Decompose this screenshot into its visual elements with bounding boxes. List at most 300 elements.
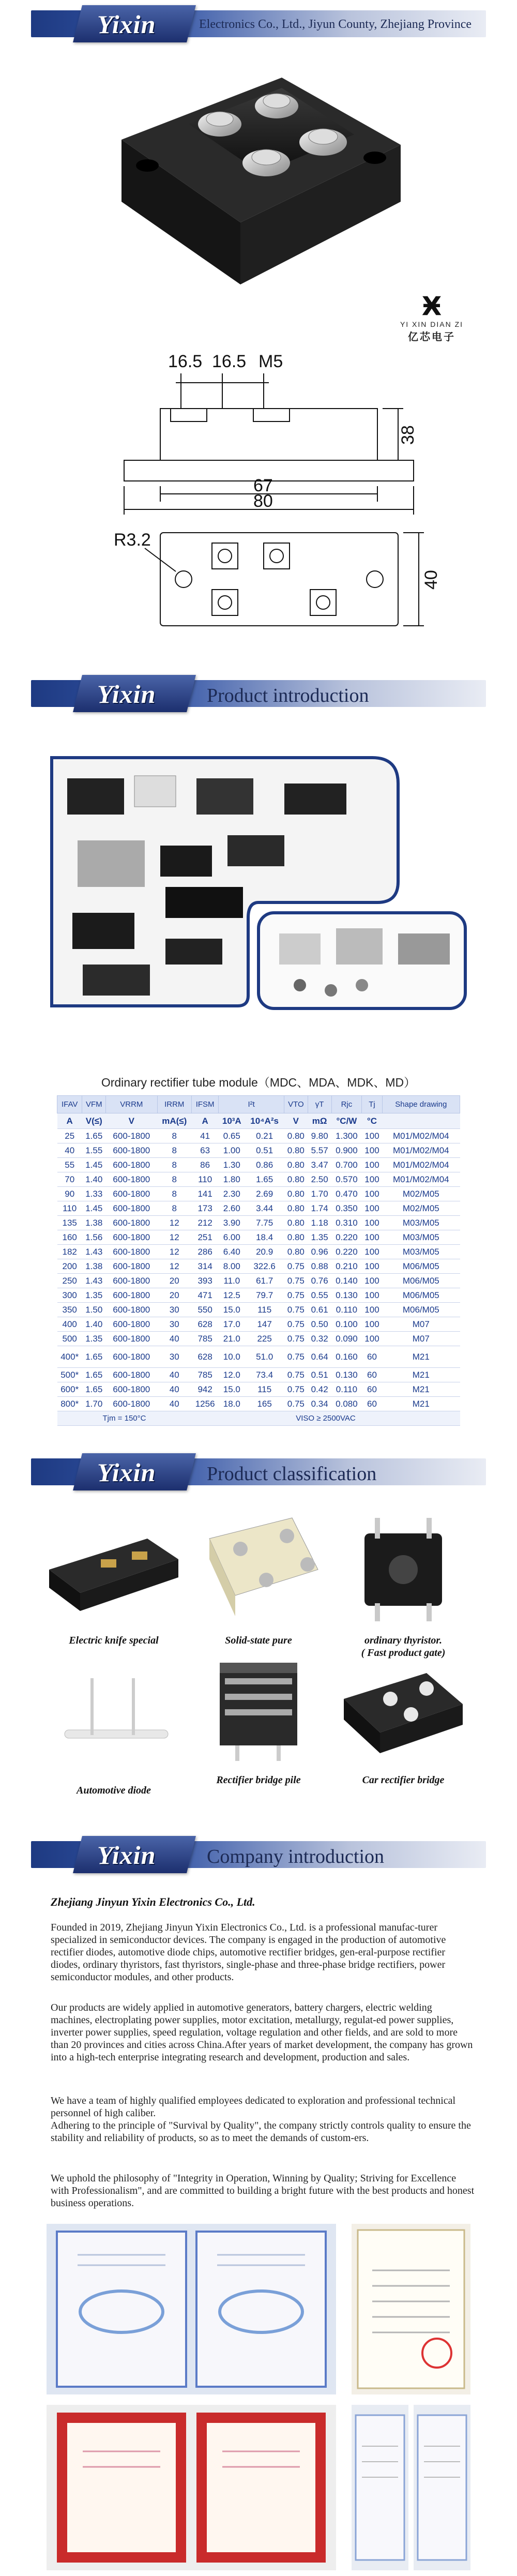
- class-item-rectifier-bridge-pile: [189, 1647, 328, 1786]
- spec-cell: 25: [57, 1129, 82, 1143]
- spec-table-footer: [57, 1411, 460, 1426]
- spec-cell: 20: [157, 1274, 191, 1288]
- spec-unit-cell: A: [191, 1113, 218, 1129]
- spec-cell: 0.76: [308, 1274, 331, 1288]
- spec-cell: M06/M05: [382, 1288, 460, 1303]
- product-photo: [189, 1508, 328, 1626]
- spec-cell: 400: [57, 1317, 82, 1332]
- spec-cell: 60: [362, 1346, 382, 1368]
- spec-cell: 212: [191, 1216, 218, 1230]
- spec-cell: 0.75: [284, 1332, 308, 1346]
- spec-cell: 0.80: [284, 1216, 308, 1230]
- spec-cell: M01/M02/M04: [382, 1143, 460, 1158]
- spec-cell: 70: [57, 1172, 82, 1187]
- section-title: Product introduction: [207, 685, 369, 706]
- spec-cell: 40: [57, 1143, 82, 1158]
- company-paragraph-4: We uphold the philosophy of "Integrity in Operation, Winning by Quality; Striving for Excellence with Professionalism", and are committed to building a bright future with the best products and honest business operations.: [51, 2173, 475, 2209]
- class-label: Car rectifier bridge: [362, 1774, 445, 1786]
- spec-cell: 1.00: [219, 1143, 245, 1158]
- spec-cell: 1.35: [82, 1332, 106, 1346]
- spec-cell: 100: [362, 1129, 382, 1143]
- spec-cell: 393: [191, 1274, 218, 1288]
- spec-cell: 314: [191, 1259, 218, 1274]
- spec-cell: 600-1800: [106, 1288, 157, 1303]
- spec-cell: 40: [157, 1368, 191, 1382]
- spec-cell: 0.900: [331, 1143, 362, 1158]
- spec-cell: 1.18: [308, 1216, 331, 1230]
- spec-table-row: [57, 1259, 460, 1274]
- spec-cell: 0.080: [331, 1397, 362, 1411]
- spec-header-cell: IRRM: [157, 1096, 191, 1113]
- spec-table-row: [57, 1172, 460, 1187]
- spec-cell: 600*: [57, 1382, 82, 1397]
- spec-cell: 20: [157, 1288, 191, 1303]
- company-paragraph-2: Our products are widely applied in automotive generators, battery chargers, electric welding machines, electroplating power supplies, motor excitation, metallurgy, regulat-ed power supplies, inverter power supplies, speed regulation, voltage regulation and other fields, and are sold to more than 20 provinces and cities across China.After years of market development, the company has grown into a high-tech enterprise integrating research and development, production and sales.: [51, 2002, 473, 2063]
- spec-cell: 30: [157, 1346, 191, 1368]
- product-photo: [333, 1647, 473, 1766]
- spec-cell: 12: [157, 1230, 191, 1245]
- spec-header-cell: I²t: [219, 1096, 284, 1113]
- spec-cell: 8: [157, 1187, 191, 1201]
- spec-table-row: [57, 1382, 460, 1397]
- spec-cell: 40: [157, 1382, 191, 1397]
- class-label: Electric knife special: [69, 1635, 159, 1646]
- side-view-drawing: [93, 347, 465, 517]
- spec-cell: 17.0: [219, 1317, 245, 1332]
- certificate-photo-2: [352, 2224, 470, 2394]
- spec-cell: 1.45: [82, 1158, 106, 1172]
- spec-cell: 0.75: [284, 1274, 308, 1288]
- class-item-car-rectifier-bridge: [333, 1647, 473, 1786]
- spec-header-cell: Tj: [362, 1096, 382, 1113]
- spec-cell: 0.110: [331, 1382, 362, 1397]
- spec-cell: M21: [382, 1346, 460, 1368]
- spec-cell: M06/M05: [382, 1274, 460, 1288]
- spec-cell: 8: [157, 1129, 191, 1143]
- spec-cell: 173: [191, 1201, 218, 1216]
- class-item-thyristor: [333, 1508, 473, 1659]
- spec-cell: 11.0: [219, 1274, 245, 1288]
- spec-cell: 8: [157, 1172, 191, 1187]
- spec-cell: 200: [57, 1259, 82, 1274]
- spec-cell: 0.75: [284, 1288, 308, 1303]
- spec-cell: 86: [191, 1158, 218, 1172]
- spec-cell: 79.7: [245, 1288, 284, 1303]
- spec-cell: 1.33: [82, 1187, 106, 1201]
- spec-cell: 1.45: [82, 1201, 106, 1216]
- section-title: Company introduction: [207, 1846, 385, 1867]
- spec-cell: 785: [191, 1368, 218, 1382]
- brand-logo: Yixin: [97, 680, 156, 709]
- spec-cell: 600-1800: [106, 1346, 157, 1368]
- spec-cell: 0.130: [331, 1368, 362, 1382]
- dim-inner-length: 67: [253, 476, 273, 495]
- company-line: Electronics Co., Ltd., Jiyun County, Zhejiang Province: [199, 18, 472, 31]
- spec-cell: 1.300: [331, 1129, 362, 1143]
- brand-logo: Yixin: [97, 1841, 156, 1870]
- spec-cell: 0.80: [284, 1245, 308, 1259]
- spec-cell: 100: [362, 1332, 382, 1346]
- spec-cell: 18.0: [219, 1397, 245, 1411]
- spec-cell: 0.140: [331, 1274, 362, 1288]
- spec-cell: 182: [57, 1245, 82, 1259]
- spec-table-body: [57, 1129, 460, 1426]
- spec-unit-cell: °C/W: [331, 1113, 362, 1129]
- spec-cell: 0.88: [308, 1259, 331, 1274]
- spec-cell: 0.51: [308, 1368, 331, 1382]
- spec-cell: 9.80: [308, 1129, 331, 1143]
- spec-cell: 942: [191, 1382, 218, 1397]
- spec-cell: 0.80: [284, 1158, 308, 1172]
- spec-table-row: [57, 1274, 460, 1288]
- module-photo: [111, 47, 406, 290]
- product-photo: [333, 1508, 473, 1626]
- dim-d1: 16.5: [168, 352, 203, 371]
- spec-cell: 12.5: [219, 1288, 245, 1303]
- spec-cell: 40: [157, 1332, 191, 1346]
- spec-cell: M02/M05: [382, 1187, 460, 1201]
- spec-cell: 21.0: [219, 1332, 245, 1346]
- spec-cell: 0.220: [331, 1230, 362, 1245]
- spec-cell: 0.51: [245, 1143, 284, 1158]
- spec-unit-cell: V: [106, 1113, 157, 1129]
- spec-cell: 2.50: [308, 1172, 331, 1187]
- spec-cell: 600-1800: [106, 1317, 157, 1332]
- spec-header-cell: VTO: [284, 1096, 308, 1113]
- spec-cell: 600-1800: [106, 1201, 157, 1216]
- company-paragraph-1: Founded in 2019, Zhejiang Jinyun Yixin Electronics Co., Ltd. is a professional manufac-turer specialized in semiconductor devices. The company is engaged in the production of automotive rectifier diodes, automotive diode chips, automotive rectifier bridges, gen-eral-purpose rectifier diodes, ordinary thyristors, fast thyristors, single-phase and three-phase bridge rectifiers, power semiconductor modules, and other products.: [51, 1922, 446, 1983]
- spec-cell: 628: [191, 1346, 218, 1368]
- spec-cell: M06/M05: [382, 1259, 460, 1274]
- class-item-electric-knife: [44, 1508, 184, 1647]
- spec-cell: 600-1800: [106, 1158, 157, 1172]
- spec-table-row: [57, 1230, 460, 1245]
- spec-cell: 110: [191, 1172, 218, 1187]
- spec-cell: 3.44: [245, 1201, 284, 1216]
- spec-cell: 0.75: [284, 1346, 308, 1368]
- spec-cell: 1.38: [82, 1216, 106, 1230]
- spec-cell: M01/M02/M04: [382, 1158, 460, 1172]
- brand-logo: Yixin: [97, 10, 156, 39]
- spec-cell: 0.700: [331, 1158, 362, 1172]
- spec-cell: 12: [157, 1216, 191, 1230]
- spec-unit-cell: mΩ: [308, 1113, 331, 1129]
- spec-table: [57, 1095, 460, 1426]
- spec-cell: 0.090: [331, 1332, 362, 1346]
- spec-cell: 600-1800: [106, 1382, 157, 1397]
- spec-cell: 1.74: [308, 1201, 331, 1216]
- spec-cell: 322.6: [245, 1259, 284, 1274]
- spec-cell: 1.35: [82, 1288, 106, 1303]
- spec-cell: 0.80: [284, 1187, 308, 1201]
- spec-cell: 0.75: [284, 1382, 308, 1397]
- spec-cell: 600-1800: [106, 1143, 157, 1158]
- spec-header-cell: VFM: [82, 1096, 106, 1113]
- spec-cell: M21: [382, 1397, 460, 1411]
- dim-screw: M5: [258, 352, 283, 371]
- spec-table-row: [57, 1346, 460, 1368]
- spec-cell: 600-1800: [106, 1187, 157, 1201]
- spec-cell: 300: [57, 1288, 82, 1303]
- spec-cell: 0.61: [308, 1303, 331, 1317]
- spec-cell: 0.75: [284, 1368, 308, 1382]
- spec-cell: 100: [362, 1230, 382, 1245]
- spec-cell: 15.0: [219, 1382, 245, 1397]
- spec-cell: 6.00: [219, 1230, 245, 1245]
- spec-header-cell: IFAV: [57, 1096, 82, 1113]
- spec-cell: M06/M05: [382, 1303, 460, 1317]
- spec-cell: 12.0: [219, 1368, 245, 1382]
- brand-chinese: 亿芯电子: [408, 330, 455, 343]
- spec-cell: 1.50: [82, 1303, 106, 1317]
- spec-cell: 8: [157, 1143, 191, 1158]
- spec-cell: 2.60: [219, 1201, 245, 1216]
- spec-cell: 141: [191, 1187, 218, 1201]
- spec-cell: 55: [57, 1158, 82, 1172]
- class-item-automotive-diode: [44, 1658, 184, 1797]
- spec-cell: 1.70: [82, 1397, 106, 1411]
- spec-cell: 600-1800: [106, 1397, 157, 1411]
- spec-cell: 0.65: [219, 1129, 245, 1143]
- spec-cell: 0.86: [245, 1158, 284, 1172]
- spec-cell: 63: [191, 1143, 218, 1158]
- spec-cell: 40: [157, 1397, 191, 1411]
- certificate-photo-1: [47, 2224, 336, 2394]
- spec-cell: 8.00: [219, 1259, 245, 1274]
- dim-width: 40: [421, 570, 441, 590]
- brand-mark: [398, 292, 465, 349]
- spec-cell: 0.80: [284, 1129, 308, 1143]
- spec-cell: 110: [57, 1201, 82, 1216]
- spec-unit-cell: °C: [362, 1113, 382, 1129]
- spec-cell: 100: [362, 1303, 382, 1317]
- certificate-photo-5: [414, 2405, 470, 2570]
- spec-cell: 0.220: [331, 1245, 362, 1259]
- spec-cell: 0.96: [308, 1245, 331, 1259]
- spec-cell: 1.43: [82, 1245, 106, 1259]
- spec-cell: 8: [157, 1158, 191, 1172]
- spec-cell: 0.34: [308, 1397, 331, 1411]
- spec-cell: 100: [362, 1187, 382, 1201]
- footer-tjm: Tjm = 150°C: [57, 1411, 192, 1426]
- spec-cell: 225: [245, 1332, 284, 1346]
- spec-cell: M21: [382, 1368, 460, 1382]
- spec-cell: 0.21: [245, 1129, 284, 1143]
- spec-cell: 0.80: [284, 1230, 308, 1245]
- spec-cell: 600-1800: [106, 1230, 157, 1245]
- spec-cell: 165: [245, 1397, 284, 1411]
- spec-cell: 100: [362, 1216, 382, 1230]
- spec-cell: 0.50: [308, 1317, 331, 1332]
- spec-cell: 250: [57, 1274, 82, 1288]
- spec-table-row: [57, 1216, 460, 1230]
- spec-cell: 500: [57, 1332, 82, 1346]
- spec-cell: 600-1800: [106, 1216, 157, 1230]
- spec-table-row: [57, 1158, 460, 1172]
- spec-cell: 0.75: [284, 1259, 308, 1274]
- spec-cell: 2.30: [219, 1187, 245, 1201]
- spec-table-row: [57, 1143, 460, 1158]
- spec-cell: 0.75: [284, 1303, 308, 1317]
- spec-cell: 0.42: [308, 1382, 331, 1397]
- spec-cell: 600-1800: [106, 1368, 157, 1382]
- spec-cell: 1.80: [219, 1172, 245, 1187]
- spec-cell: 100: [362, 1158, 382, 1172]
- spec-cell: 1.65: [82, 1382, 106, 1397]
- spec-table-row: [57, 1368, 460, 1382]
- spec-cell: 100: [362, 1172, 382, 1187]
- product-intro-banner: [0, 675, 517, 712]
- class-label: Rectifier bridge pile: [216, 1774, 301, 1786]
- spec-cell: 100: [362, 1317, 382, 1332]
- spec-cell: 135: [57, 1216, 82, 1230]
- spec-cell: 600-1800: [106, 1259, 157, 1274]
- spec-table-row: [57, 1397, 460, 1411]
- spec-cell: 61.7: [245, 1274, 284, 1288]
- class-label: Solid-state pure: [225, 1635, 292, 1646]
- spec-cell: 12: [157, 1259, 191, 1274]
- spec-cell: 0.100: [331, 1317, 362, 1332]
- spec-cell: 600-1800: [106, 1274, 157, 1288]
- spec-cell: 10.0: [219, 1346, 245, 1368]
- spec-cell: 115: [245, 1382, 284, 1397]
- spec-cell: 350: [57, 1303, 82, 1317]
- spec-cell: 8: [157, 1201, 191, 1216]
- spec-cell: 1.65: [82, 1368, 106, 1382]
- spec-cell: 1.65: [245, 1172, 284, 1187]
- product-class-banner: [0, 1453, 517, 1490]
- spec-table-header: [57, 1096, 460, 1113]
- spec-cell: 0.32: [308, 1332, 331, 1346]
- dim-d2: 16.5: [212, 352, 247, 371]
- spec-cell: 0.470: [331, 1187, 362, 1201]
- company-name: Zhejiang Jinyun Yixin Electronics Co., Ltd.: [51, 1895, 255, 1908]
- spec-cell: 0.75: [284, 1317, 308, 1332]
- spec-cell: 628: [191, 1317, 218, 1332]
- spec-cell: 60: [362, 1382, 382, 1397]
- spec-cell: 0.80: [284, 1143, 308, 1158]
- spec-unit-cell: V: [284, 1113, 308, 1129]
- spec-table-row: [57, 1332, 460, 1346]
- spec-unit-cell: A: [57, 1113, 82, 1129]
- spec-cell: 7.75: [245, 1216, 284, 1230]
- spec-cell: 471: [191, 1288, 218, 1303]
- spec-cell: 20.9: [245, 1245, 284, 1259]
- spec-unit-cell: mA(≤): [157, 1113, 191, 1129]
- spec-header-cell: IFSM: [191, 1096, 218, 1113]
- spec-unit-cell: [382, 1113, 460, 1129]
- spec-cell: 90: [57, 1187, 82, 1201]
- spec-cell: 1.30: [219, 1158, 245, 1172]
- spec-cell: 15.0: [219, 1303, 245, 1317]
- spec-cell: 550: [191, 1303, 218, 1317]
- product-intro-caption: Ordinary rectifier tube module（MDC、MDA、MDK、MD）: [101, 1076, 416, 1089]
- spec-cell: 2.69: [245, 1187, 284, 1201]
- spec-cell: 1256: [191, 1397, 218, 1411]
- spec-cell: 500*: [57, 1368, 82, 1382]
- dim-outer-length: 80: [253, 491, 273, 511]
- spec-cell: 600-1800: [106, 1129, 157, 1143]
- product-photo: [44, 1508, 184, 1626]
- brand-logo: Yixin: [97, 1458, 156, 1487]
- spec-table-row: [57, 1187, 460, 1201]
- spec-cell: 1.40: [82, 1172, 106, 1187]
- class-label: ordinary thyristor. ( Fast product gate): [361, 1635, 446, 1659]
- spec-cell: 30: [157, 1317, 191, 1332]
- spec-cell: 160: [57, 1230, 82, 1245]
- spec-cell: 0.80: [284, 1172, 308, 1187]
- spec-cell: 600-1800: [106, 1172, 157, 1187]
- product-photo: [44, 1658, 184, 1776]
- company-paragraph-3: We have a team of highly qualified employees dedicated to exploration and professional technical personnel of high caliber. Adhering to the principle of "Survival by Quality", the company strictly controls quality to ensure the stability and reliability of products, so as to meet the demands of custom-ers.: [51, 2095, 471, 2144]
- spec-cell: 800*: [57, 1397, 82, 1411]
- spec-cell: 0.75: [284, 1397, 308, 1411]
- spec-cell: 0.110: [331, 1303, 362, 1317]
- spec-cell: 0.310: [331, 1216, 362, 1230]
- spec-cell: 1.56: [82, 1230, 106, 1245]
- spec-cell: 115: [245, 1303, 284, 1317]
- spec-cell: 147: [245, 1317, 284, 1332]
- spec-cell: M01/M02/M04: [382, 1129, 460, 1143]
- brand-pinyin: YI XIN DIAN ZI: [400, 320, 464, 328]
- certificate-photo-3: [47, 2405, 336, 2570]
- spec-table-row: [57, 1245, 460, 1259]
- top-banner: [0, 5, 517, 42]
- spec-cell: 1.43: [82, 1274, 106, 1288]
- footer-viso: VISO ≥ 2500VAC: [191, 1411, 460, 1426]
- spec-cell: 100: [362, 1201, 382, 1216]
- product-collage-photo: [41, 747, 476, 1011]
- spec-header-cell: Rjc: [331, 1096, 362, 1113]
- spec-cell: 6.40: [219, 1245, 245, 1259]
- spec-table-row: [57, 1303, 460, 1317]
- spec-cell: 1.70: [308, 1187, 331, 1201]
- spec-header-cell: VRRM: [106, 1096, 157, 1113]
- spec-cell: 785: [191, 1332, 218, 1346]
- spec-unit-cell: 10³A: [219, 1113, 245, 1129]
- spec-cell: 100: [362, 1274, 382, 1288]
- spec-cell: 60: [362, 1397, 382, 1411]
- spec-cell: 0.80: [284, 1201, 308, 1216]
- spec-cell: 0.55: [308, 1288, 331, 1303]
- spec-cell: 1.35: [308, 1230, 331, 1245]
- spec-cell: 18.4: [245, 1230, 284, 1245]
- spec-cell: 0.160: [331, 1346, 362, 1368]
- spec-cell: M01/M02/M04: [382, 1172, 460, 1187]
- spec-cell: 286: [191, 1245, 218, 1259]
- spec-unit-cell: 10⁴A²s: [245, 1113, 284, 1129]
- spec-cell: 1.65: [82, 1346, 106, 1368]
- spec-cell: M21: [382, 1382, 460, 1397]
- spec-cell: M03/M05: [382, 1230, 460, 1245]
- spec-table-row: [57, 1317, 460, 1332]
- dim-radius: R3.2: [114, 530, 151, 550]
- spec-cell: 5.57: [308, 1143, 331, 1158]
- spec-cell: 251: [191, 1230, 218, 1245]
- spec-cell: 0.350: [331, 1201, 362, 1216]
- product-photo: [189, 1647, 328, 1766]
- spec-cell: 100: [362, 1288, 382, 1303]
- spec-unit-cell: V(≤): [82, 1113, 106, 1129]
- company-intro-banner: [0, 1836, 517, 1873]
- spec-cell: 0.130: [331, 1288, 362, 1303]
- spec-cell: 600-1800: [106, 1245, 157, 1259]
- spec-cell: M03/M05: [382, 1245, 460, 1259]
- spec-cell: 3.47: [308, 1158, 331, 1172]
- spec-cell: 100: [362, 1143, 382, 1158]
- section-title: Product classification: [207, 1463, 377, 1485]
- spec-cell: 41: [191, 1129, 218, 1143]
